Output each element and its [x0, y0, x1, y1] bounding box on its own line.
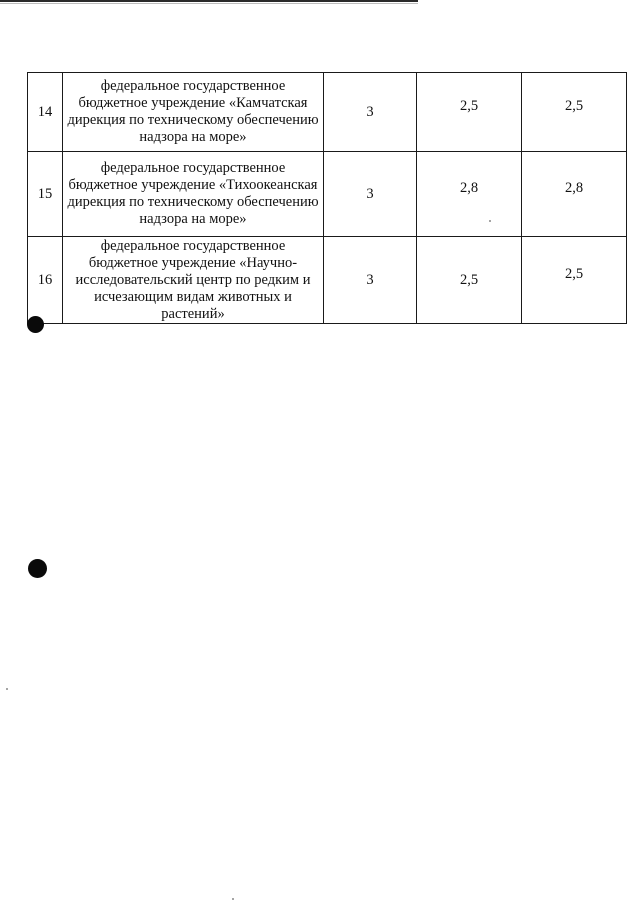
- row-number-cell: [28, 73, 63, 152]
- scan-speck: [232, 898, 234, 900]
- value-b: 2,5: [459, 97, 479, 114]
- value-cell-b: [417, 237, 522, 324]
- table-row: [28, 152, 627, 237]
- row-number: 16: [37, 271, 53, 288]
- institution-name-cell: [63, 237, 324, 324]
- institution-name-cell: [63, 73, 324, 152]
- value-cell-c: [522, 73, 627, 152]
- institution-name: федеральное государственное бюджетное учреждение «Научно-исследовательский центр по редким и исчезающим видам животных и растений»: [75, 237, 311, 322]
- value-a: 3: [366, 271, 374, 288]
- value-a: 3: [366, 185, 374, 202]
- scan-speck: [489, 220, 491, 222]
- institution-name-cell: [63, 152, 324, 237]
- table-row: [28, 237, 627, 324]
- value-cell-a: [324, 237, 417, 324]
- row-number: 14: [37, 103, 53, 120]
- top-rule-shadow: [0, 3, 418, 4]
- value-cell-b: [417, 152, 522, 237]
- institution-name: федеральное государственное бюджетное учреждение «Тихоокеанская дирекция по техническому обеспечению надзора на море»: [67, 160, 319, 227]
- institutions-table: [27, 72, 627, 324]
- punch-hole-mark: [27, 316, 44, 333]
- scan-speck: [6, 688, 8, 690]
- top-rule: [0, 0, 418, 2]
- value-b: 2,8: [459, 179, 479, 196]
- row-number: 15: [37, 185, 53, 202]
- value-cell-b: [417, 73, 522, 152]
- table-row: [28, 73, 627, 152]
- value-cell-a: [324, 152, 417, 237]
- value-c: 2,5: [564, 97, 584, 114]
- value-c: 2,8: [564, 179, 584, 196]
- row-number-cell: [28, 152, 63, 237]
- institution-name: федеральное государственное бюджетное учреждение «Камчатская дирекция по техническому обеспечению надзора на море»: [67, 78, 319, 145]
- value-c: 2,5: [564, 265, 584, 282]
- value-a: 3: [366, 103, 374, 120]
- row-number-cell: [28, 237, 63, 324]
- value-cell-c: [522, 152, 627, 237]
- value-cell-c: [522, 237, 627, 324]
- value-cell-a: [324, 73, 417, 152]
- punch-hole-mark: [28, 559, 47, 578]
- value-b: 2,5: [459, 271, 479, 288]
